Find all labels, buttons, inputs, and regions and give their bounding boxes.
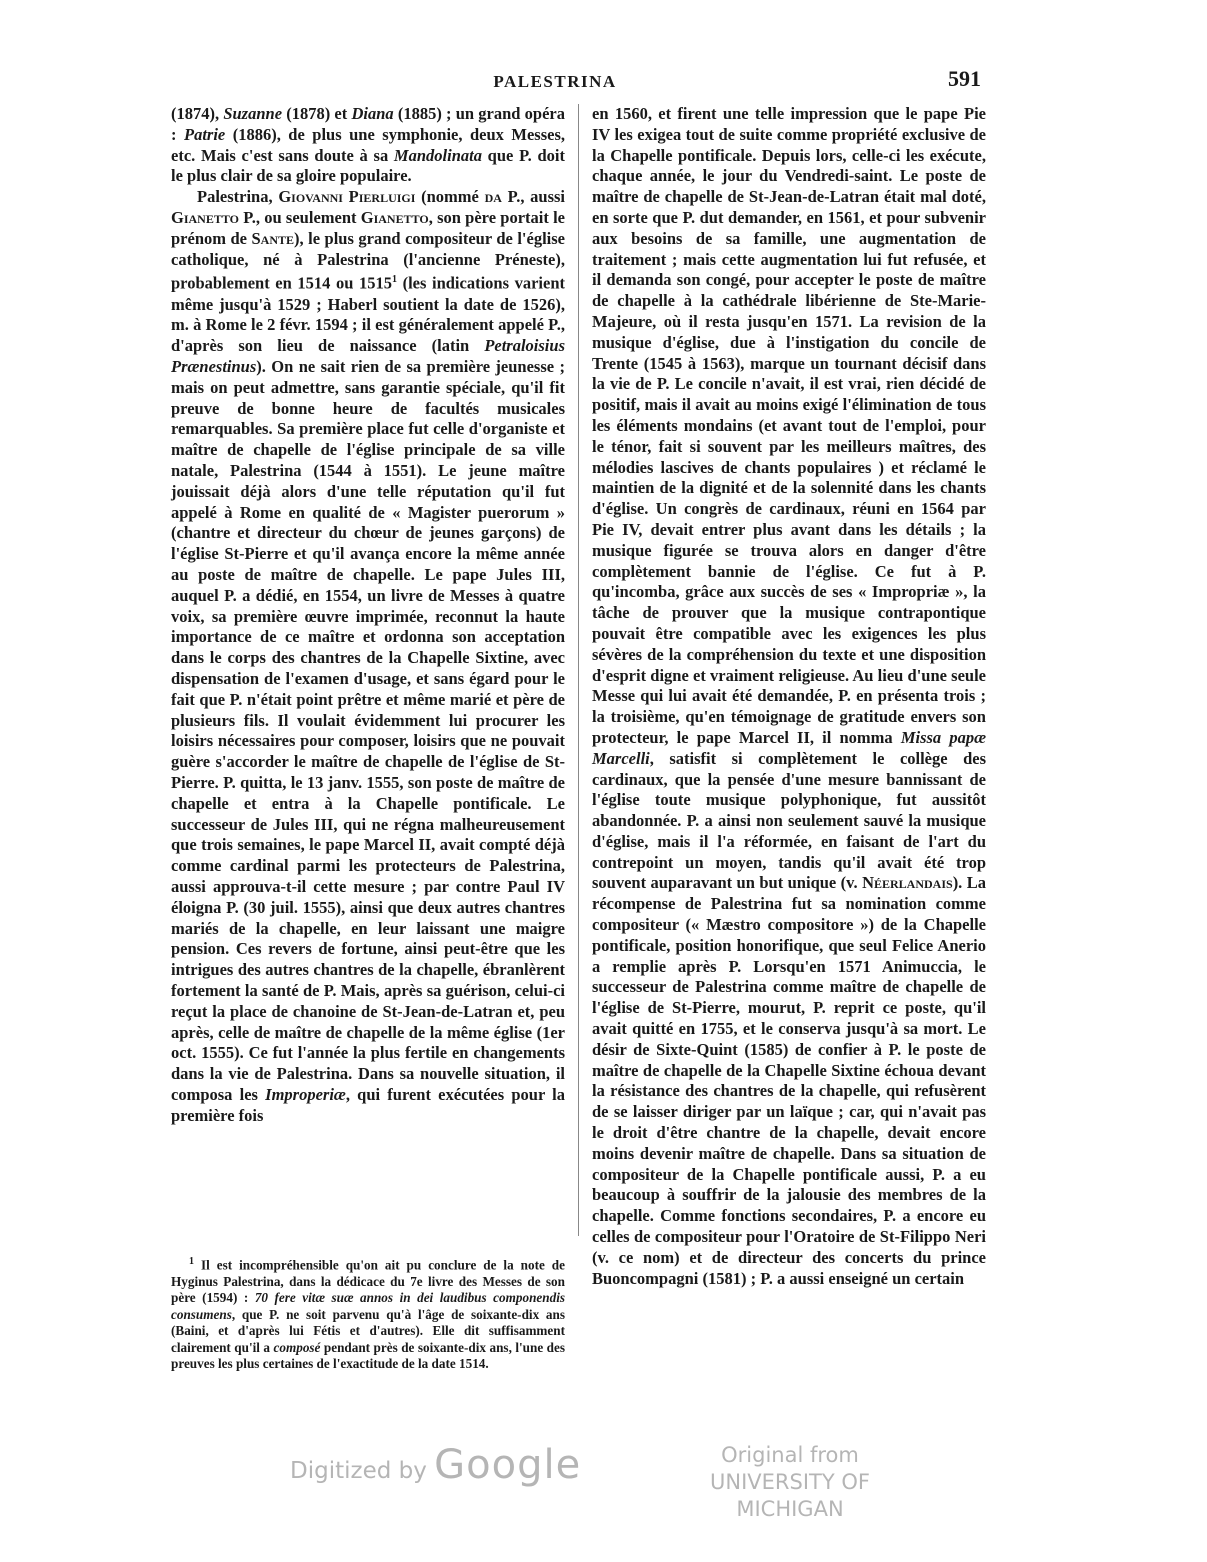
digitized-by-watermark: Digitized by Google bbox=[290, 1442, 582, 1488]
cross-reference: Néerlandais bbox=[862, 873, 953, 893]
footnote: $^1$ Il est incompréhensible qu'on ait pu conclure de la note de Hyginus Palestrina, dans la dédicace du 7e livre des Messes de son père (1594) : 70 fere vitæ suæ annos in dei laudibus componendis consumens, que P. ne soit parvenu qu'à l'âge de soixante-dix ans (Baini, et d'après lui Fétis et d'autres). Elle dit suffisamment clairement qu'il a composé pendant près de soixante-dix ans, l'une des preuves les plus certaines de l'exactitude de la date 1514. bbox=[171, 1256, 565, 1372]
column-divider bbox=[578, 104, 579, 1236]
latin-quote: 70 fere vitæ suæ annos in dei laudibus componendis consumens bbox=[171, 1290, 565, 1322]
entry-name: Giovanni Pierluigi bbox=[278, 187, 416, 207]
work-title: Missa papæ Marcelli bbox=[592, 727, 986, 768]
page-number: 591 bbox=[948, 66, 981, 91]
google-logo: Google bbox=[434, 1442, 582, 1488]
work-title: Mandolinata bbox=[393, 145, 482, 165]
original-from-watermark: Original from UNIVERSITY OF MICHIGAN bbox=[670, 1442, 910, 1523]
paragraph-continuation: (1874), Suzanne (1878) et Diana (1885) ; un grand opéra : Patrie (1886), de plus une symphonie, deux Messes, etc. Mais c'est sans doute à sa Mandolinata que P. doit le plus clair de sa gloire populaire. bbox=[171, 104, 565, 186]
institution-name: UNIVERSITY OF MICHIGAN bbox=[710, 1470, 870, 1521]
footnote-marker: 1 bbox=[391, 274, 397, 286]
work-title: Diana bbox=[351, 104, 394, 123]
running-title: PALESTRINA bbox=[493, 72, 617, 91]
left-column bbox=[171, 104, 565, 1127]
entry-palestrina: Palestrina, Giovanni Pierluigi (nommé da P., aussi Gianetto P., ou seulement Gianetto, son père portait le prénom de Sante), le plus grand compositeur de l'église catholique, né à Palestrina (l'ancienne Préneste), probablement en 1514 ou 1515$^1$ (les indications varient même jusqu'à 1529 ; Haberl soutient la date de 1526), m. à Rome le 2 févr. 1594 ; il est généralement appelé P., d'après son lieu de naissance (latin Petraloisius Prænestinus). On ne sait rien de sa première jeunesse ; mais on peut admettre, sans garantie spéciale, qu'il fit preuve de bonne heure de facultés musicales remarquables. Sa première place fut celle d'organiste et maître de chapelle de l'église principale de sa ville natale, Palestrina (1544 à 1551). Le jeune maître jouissait déjà alors d'une telle réputation qu'il fut appelé à Rome en qualité de « Magister puerorum » (chantre et directeur du chœur de jeunes garçons) de l'église St-Pierre et qu'il avança encore la même année au poste de maître de chapelle. Le pape Jules III, auquel P. a dédié, en 1554, un livre de Messes à quatre voix, sa première œuvre imprimée, reconnut la haute importance de ce maître et ordonna son acceptation dans le corps des chantres de la Chapelle Sixtine, avec dispensation de l'examen d'usage, et sans égard pour le fait que P. n'était point prêtre et même marié et père de plusieurs fils. Il voulait évidemment lui procurer les loisirs nécessaires pour composer, loisirs que ne pouvait guère s'accorder le maître de chapelle de l'église de St-Pierre. P. quitta, le 13 janv. 1555, son poste de maître de chapelle et entra à la Chapelle pontificale. Le successeur de Jules III, qui ne régna malheureusement que trois semaines, le pape Marcel II, avait compté déjà comme cardinal parmi les protecteurs de Palestrina, aussi approuva-t-il cette mesure ; par contre Paul IV éloigna P. (30 juil. 1555), ainsi que deux autres chantres mariés de la chapelle, en leur laissant une maigre pension. Ces revers de fortune, ainsi peut-être que les intrigues des autres chantres de la chapelle, ébranlèrent fortement la santé de P. Mais, après sa guérison, celui-ci reçut la place de chanoine de St-Jean-de-Latran et, peu après, celle de maître de chapelle de la même église (1er oct. 1555). Ce fut l'année la plus fertile en changements dans la vie de Palestrina. Dans sa nouvelle situation, il composa les Improperiæ, qui furent exécutées pour la première fois bbox=[171, 187, 566, 1125]
paragraph-continuation: en 1560, et firent une telle impression que le pape Pie IV les exigea tout de suite comme propriété exclusive de la Chapelle pontificale. Depuis lors, celle-ci les exécute, chaque année, le jour du Vendredi-saint. Le poste de maître de chapelle de St-Jean-de-Latran était mal doté, en sorte que P. dut demander, en 1561, et pour subvenir aux besoins de sa famille, une augmentation de traitement ; mais cette augmentation lui fut refusée, et il demanda son congé, pour accepter le poste de maître de chapelle à la cathédrale libérienne de Ste-Marie-Majeure, où il resta jusqu'en 1571. La revision de la musique d'église, due à l'instigation du concile de Trente (1545 à 1563), marque un tournant décisif dans la vie de P. Le concile n'avait, il est vrai, rien décidé de positif, mais il avait au moins exigé l'élimination de tous les éléments mondains (et avant tout de l'emploi, pour le ténor, fait si souvent par les meilleurs maîtres, des mélodies lascives de chants populaires ) et réclamé le maintien de la dignité et de la solennité dans les chants d'église. Un congrès de cardinaux, réuni en 1564 par Pie IV, devait entrer plus avant dans les détails ; la musique figurée se trouva alors en danger d'être complètement bannie de l'église. Ce fut à P. qu'incomba, grâce aux succès de ses « Impropriæ », la tâche de prouver que la musique contrapontique pouvait être compatible avec les exigences les plus sévères de la compréhension du texte et une disposition d'esprit digne et vraiment religieuse. Au lieu d'une seule Messe qui lui avait été demandée, P. en présenta trois ; la troisième, qu'en témoignage de gratitude envers son protecteur, le pape Marcel II, il nomma Missa papæ Marcelli, satisfit si complètement le collège des cardinaux, que la pensée d'une mesure bannissant de l'église toute musique polyphonique, fut aussitôt abandonnée. P. a ainsi non seulement sauvé la musique d'église, mais il l'a réformée, en faisant de l'art du contrepoint un moyen, tandis qu'il avait été trop souvent auparavant un but unique (v. Néerlandais). La récompense de Palestrina fut sa nomination comme compositeur (« Mæstro compositore ») de la Chapelle pontificale, position honorifique, que seul Felice Anerio a remplie après P. Lorsqu'en 1571 Animuccia, le successeur de Palestrina comme maître de chapelle de l'église de St-Pierre, mourut, P. reprit ce poste, qu'il avait quitté en 1755, et le conserva jusqu'à sa mort. Le désir de Sixte-Quint (1585) de confier à P. le poste de maître de chapelle de la Chapelle Sixtine échoua devant la résistance des chantres de la chapelle, qui refusèrent de se laisser diriger par un laïque ; car, qui n'avait pas le droit d'être chantre de la chapelle, devait encore moins devenir maître de chapelle. Dans sa situation de compositeur de la Chapelle pontificale aussi, P. a eu beaucoup à souffrir de la jalousie des membres de la chapelle. Comme fonctions secondaires, P. a encore eu celles de compositeur pour l'Oratoire de St-Filippo Neri (v. ce nom) et de directeur des concerts du prince Buoncompagni (1581) ; P. a aussi enseigné un certain bbox=[592, 104, 986, 1288]
latin-name: Petraloisius Prænestinus bbox=[171, 336, 565, 377]
work-title: Improperiæ bbox=[265, 1084, 346, 1104]
right-column bbox=[592, 104, 986, 1289]
work-title: Patrie bbox=[183, 124, 226, 144]
entry-headword: Palestrina, bbox=[197, 187, 279, 207]
work-title: Suzanne bbox=[223, 104, 283, 123]
footnote-number: 1 bbox=[189, 1256, 194, 1267]
